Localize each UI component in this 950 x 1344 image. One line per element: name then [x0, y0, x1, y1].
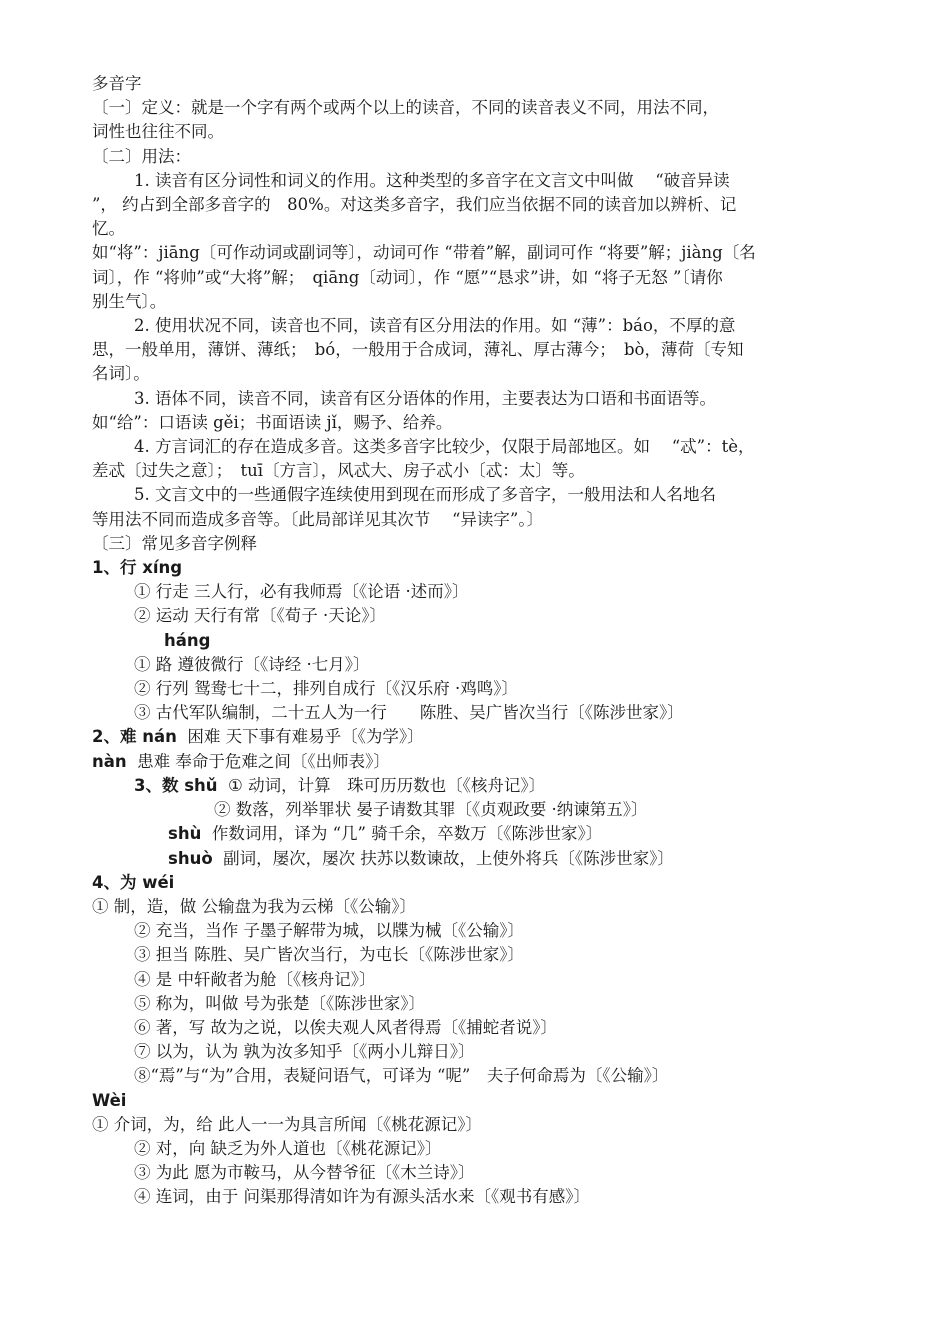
usage-heading: 〔二〕用法： — [92, 146, 191, 166]
list-item: ② 数落，列举罪状 晏子请数其罪〔《贞观政要 ·纳谏第五》〕 — [214, 800, 648, 820]
list-item: ④ 是 中轩敞者为舱〔《核舟记》〕 — [134, 969, 376, 989]
usage-item-3: 3. 语体不同，读音不同，读音有区分语体的作用，主要表达为口语和书面语等。 — [134, 388, 716, 408]
entry-shu — [92, 774, 870, 798]
list-item: ③ 为此 愿为市鞍马，从今替爷征〔《木兰诗》〕 — [134, 1163, 475, 1183]
usage-item-5: 5. 文言文中的一些通假字连续使用到现在而形成了多音字，一般用法和人名地名 — [134, 485, 716, 505]
entry-reading-shuo: shuò — [168, 848, 213, 868]
usage-text: ”， 约占到全部多音字的 80%。对这类多音字，我们应当依据不同的读音加以辨析、记 — [92, 195, 737, 215]
list-item: ④ 连词，由于 问渠那得清如许为有源头活水来〔《观书有感》〕 — [134, 1187, 590, 1207]
list-item: 患难 奉命于危难之间〔《出师表》〕 — [137, 751, 390, 771]
entry-reading-wei: Wèi — [92, 1090, 127, 1110]
list-item: ③ 担当 陈胜、吴广皆次当行，为屯长〔《陈涉世家》〕 — [134, 945, 524, 965]
list-item: 作数词用，译为 “几” 骑千余，卒数万〔《陈涉世家》〕 — [211, 824, 603, 844]
examples-heading: 〔三〕常见多音字例释 — [92, 533, 257, 553]
definition-line: 词性也往往不同。 — [92, 122, 224, 142]
list-item: ⑤ 称为，叫做 号为张楚〔《陈涉世家》〕 — [134, 993, 425, 1013]
list-item: ① 动词，计算 珠可历历数也〔《核舟记》〕 — [228, 775, 546, 795]
usage-text: 如“将”：jiāng〔可作动词或副词等〕，动词可作 “带着”解，副词可作 “将要”解；jiàng〔名 — [92, 243, 756, 263]
list-item: ① 介词，为，给 此人一一为具言所闻〔《桃花源记》〕 — [92, 1114, 482, 1134]
entry-heading-wei: 4、为 wéi — [92, 872, 175, 892]
entry-reading-hang: háng — [164, 630, 211, 650]
entry-heading-xing: 1、行 xíng — [92, 558, 183, 578]
definition-line: 〔一〕定义：就是一个字有两个或两个以上的读音，不同的读音表义不同，用法不同， — [92, 98, 719, 118]
doc-title: 多音字 — [92, 74, 142, 93]
entry-shuo — [92, 847, 870, 871]
list-item: ① 制，造，做 公输盘为我为云梯〔《公输》〕 — [92, 896, 416, 916]
usage-text: 名词〕。 — [92, 364, 150, 384]
list-item: 困难 天下事有难易乎〔《为学》〕 — [187, 727, 424, 747]
list-item: ② 对，向 缺乏为外人道也〔《桃花源记》〕 — [134, 1138, 442, 1158]
list-item: ① 行走 三人行，必有我师焉〔《论语 ·述而》〕 — [134, 582, 469, 602]
usage-text: 差忒〔过失之意〕； tuī〔方言〕，风忒大、房子忒小〔忒：太〕等。 — [92, 461, 585, 481]
list-item: ⑧“焉”与“为”合用，表疑问语气，可译为 “呢” 夫子何命焉为〔《公输》〕 — [134, 1066, 669, 1086]
usage-item-2: 2. 使用状况不同，读音也不同，读音有区分用法的作用。如 “薄”：báo，不厚的意 — [134, 316, 736, 336]
list-item: ② 充当，当作 子墨子解带为城，以牒为械〔《公输》〕 — [134, 921, 524, 941]
usage-item-1: 1. 读音有区分词性和词义的作用。这种类型的多音字在文言文中叫做 “破音异读 — [134, 170, 730, 190]
list-item: ① 路 遵彼微行〔《诗经 ·七月》〕 — [134, 654, 370, 674]
entry-nan2 — [92, 750, 870, 774]
usage-text: 词〕，作 “将帅”或“大将”解； qiāng〔动词〕，作 “愿”“恳求”讲，如 “将子无怒 ”〔请你 — [92, 267, 723, 287]
list-item: ⑥ 著，写 故为之说，以俟夫观人风者得焉〔《捕蛇者说》〕 — [134, 1017, 557, 1037]
list-item: ⑦ 以为，认为 孰为汝多知乎〔《两小儿辩日》〕 — [134, 1042, 475, 1062]
list-item: ③ 古代军队编制，二十五人为一行 陈胜、吴广皆次当行〔《陈涉世家》〕 — [134, 703, 684, 723]
usage-text: 忆。 — [92, 219, 125, 239]
entry-heading-shu: 3、数 shǔ — [134, 775, 218, 795]
list-item: ② 运动 天行有常〔《荀子 ·天论》〕 — [134, 606, 386, 626]
usage-text: 如“给”：口语读 gěi；书面语读 jǐ，赐予、给养。 — [92, 412, 453, 432]
entry-shu3 — [92, 822, 870, 846]
entry-nan — [92, 725, 870, 749]
entry-reading-nan: nàn — [92, 751, 127, 771]
list-item: 副词，屡次，屡次 扶苏以数谏故，上使外将兵〔《陈涉世家》〕 — [223, 848, 674, 868]
usage-text: 思，一般单用，薄饼、薄纸； bó，一般用于合成词，薄礼、厚古薄今； bò，薄荷〔专知 — [92, 340, 744, 360]
usage-item-4: 4. 方言词汇的存在造成多音。这类多音字比较少，仅限于局部地区。如 “忒”：tè， — [134, 437, 755, 457]
entry-heading-nan: 2、难 nán — [92, 727, 177, 747]
usage-text: 等用法不同而造成多音等。〔此局部详见其次节 “异读字”。〕 — [92, 509, 544, 529]
list-item: ② 行列 鸳鸯七十二，排列自成行〔《汉乐府 ·鸡鸣》〕 — [134, 679, 518, 699]
entry-reading-shu: shù — [168, 824, 202, 844]
usage-text: 别生气〕。 — [92, 291, 167, 311]
